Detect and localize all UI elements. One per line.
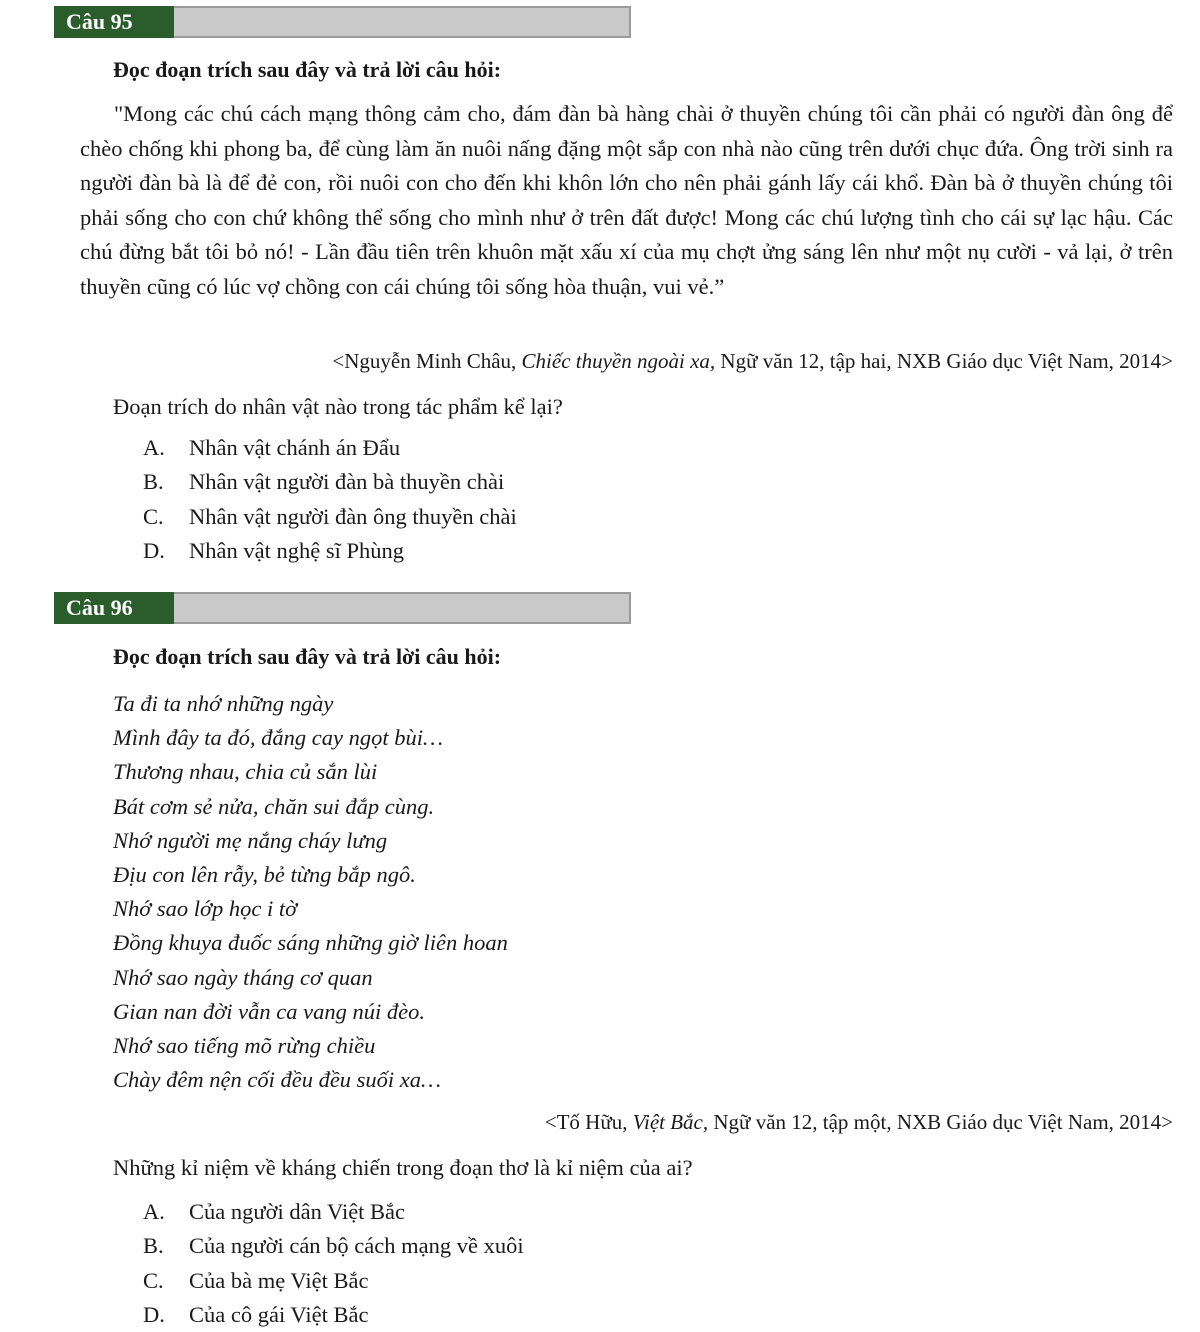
passage-text: "Mong các chú cách mạng thông cảm cho, đám đàn bà hàng chài ở thuyền chúng tôi cần phải có người đàn ông để chèo chống khi phong ba, để cùng làm ăn nuôi nấng đặng một sắp con nhà nào cũng trên dưới chục đứa. Ông trời sinh ra người đàn bà là để đẻ con, rồi nuôi con cho đến khi khôn lớn cho nên phải gánh lấy cái khổ. Đàn bà ở thuyền chúng tôi phải sống cho con chứ không thể sống cho mình như ở trên đất được! Mong các chú lượng tình cho cái sự lạc hậu. Các chú đừng bắt tôi bỏ nó! - Lần đầu tiên trên khuôn mặt xấu xí của mụ chợt ửng sáng lên như một nụ cười - vả lại, ở trên thuyền cũng có lúc vợ chồng con cái chúng tôi sống hòa thuận, vui vẻ.” xyxy=(80,101,1173,299)
question-95-options xyxy=(143,431,517,568)
poem-line: Đồng khuya đuốc sáng những giờ liên hoan xyxy=(113,930,508,956)
option-text: Của bà mẹ Việt Bắc xyxy=(189,1267,369,1293)
option-d[interactable] xyxy=(143,1298,524,1332)
question-96-prompt: Những kỉ niệm về kháng chiến trong đoạn thơ là kỉ niệm của ai? xyxy=(113,1155,693,1180)
question-95-source xyxy=(332,349,1173,374)
question-95-passage xyxy=(80,97,1173,304)
question-95-instruction: Đọc đoạn trích sau đây và trả lời câu hỏi: xyxy=(113,57,502,82)
source-prefix: <Tố Hữu, xyxy=(544,1110,633,1134)
poem-line: Địu con lên rẫy, bẻ từng bắp ngô. xyxy=(113,862,416,888)
poem-line: Chày đêm nện cối đều đều suối xa… xyxy=(113,1067,442,1093)
source-prefix: <Nguyễn Minh Châu, xyxy=(332,349,522,373)
poem-line: Nhớ sao ngày tháng cơ quan xyxy=(113,964,373,990)
source-title: Việt Bắc, xyxy=(632,1110,709,1134)
source-suffix: Ngữ văn 12, tập hai, NXB Giáo dục Việt Nam, 2014> xyxy=(715,349,1173,373)
question-95-header xyxy=(54,6,631,38)
question-96-options xyxy=(143,1195,524,1332)
source-suffix: Ngữ văn 12, tập một, NXB Giáo dục Việt Nam, 2014> xyxy=(708,1110,1173,1134)
option-b[interactable] xyxy=(143,1229,524,1263)
option-d[interactable] xyxy=(143,534,517,568)
source-title: Chiếc thuyền ngoài xa, xyxy=(521,349,716,373)
option-c[interactable] xyxy=(143,500,517,534)
question-96-bar xyxy=(174,592,631,624)
option-letter: B. xyxy=(143,1233,164,1259)
option-a[interactable] xyxy=(143,431,517,465)
option-b[interactable] xyxy=(143,465,517,499)
option-letter: A. xyxy=(143,435,165,460)
option-letter: B. xyxy=(143,469,164,495)
option-letter: A. xyxy=(143,1199,165,1224)
question-96-label: Câu 96 xyxy=(54,592,174,624)
option-text: Của cô gái Việt Bắc xyxy=(189,1301,369,1327)
option-text: Của người dân Việt Bắc xyxy=(189,1199,406,1224)
question-95-label: Câu 95 xyxy=(54,6,174,38)
option-a[interactable] xyxy=(143,1195,524,1229)
poem-line: Gian nan đời vẫn ca vang núi đèo. xyxy=(113,998,425,1024)
question-96-header xyxy=(54,592,631,624)
option-c[interactable] xyxy=(143,1264,524,1298)
option-letter: D. xyxy=(143,1301,165,1327)
question-96-poem xyxy=(113,687,508,1097)
option-text: Của người cán bộ cách mạng về xuôi xyxy=(189,1233,524,1259)
poem-line: Nhớ sao lớp học i tờ xyxy=(113,896,298,922)
question-96-source xyxy=(545,1110,1173,1135)
option-letter: C. xyxy=(143,503,164,529)
option-letter: D. xyxy=(143,537,165,563)
poem-line: Thương nhau, chia củ sắn lùi xyxy=(113,759,378,785)
poem-line: Ta đi ta nhớ những ngày xyxy=(113,691,334,716)
option-text: Nhân vật người đàn bà thuyền chài xyxy=(189,469,505,495)
option-text: Nhân vật nghệ sĩ Phùng xyxy=(189,537,404,563)
poem-line: Nhớ người mẹ nắng cháy lưng xyxy=(113,827,388,853)
option-letter: C. xyxy=(143,1267,164,1293)
question-95-prompt: Đoạn trích do nhân vật nào trong tác phẩm kể lại? xyxy=(113,394,563,419)
question-95-bar xyxy=(174,6,631,38)
poem-line: Nhớ sao tiếng mõ rừng chiều xyxy=(113,1033,376,1059)
option-text: Nhân vật chánh án Đẩu xyxy=(189,435,401,460)
poem-line: Bát cơm sẻ nửa, chăn sui đắp cùng. xyxy=(113,793,435,819)
poem-line: Mình đây ta đó, đắng cay ngọt bùi… xyxy=(113,725,443,751)
option-text: Nhân vật người đàn ông thuyền chài xyxy=(189,503,517,529)
question-96-instruction: Đọc đoạn trích sau đây và trả lời câu hỏi: xyxy=(113,644,502,669)
